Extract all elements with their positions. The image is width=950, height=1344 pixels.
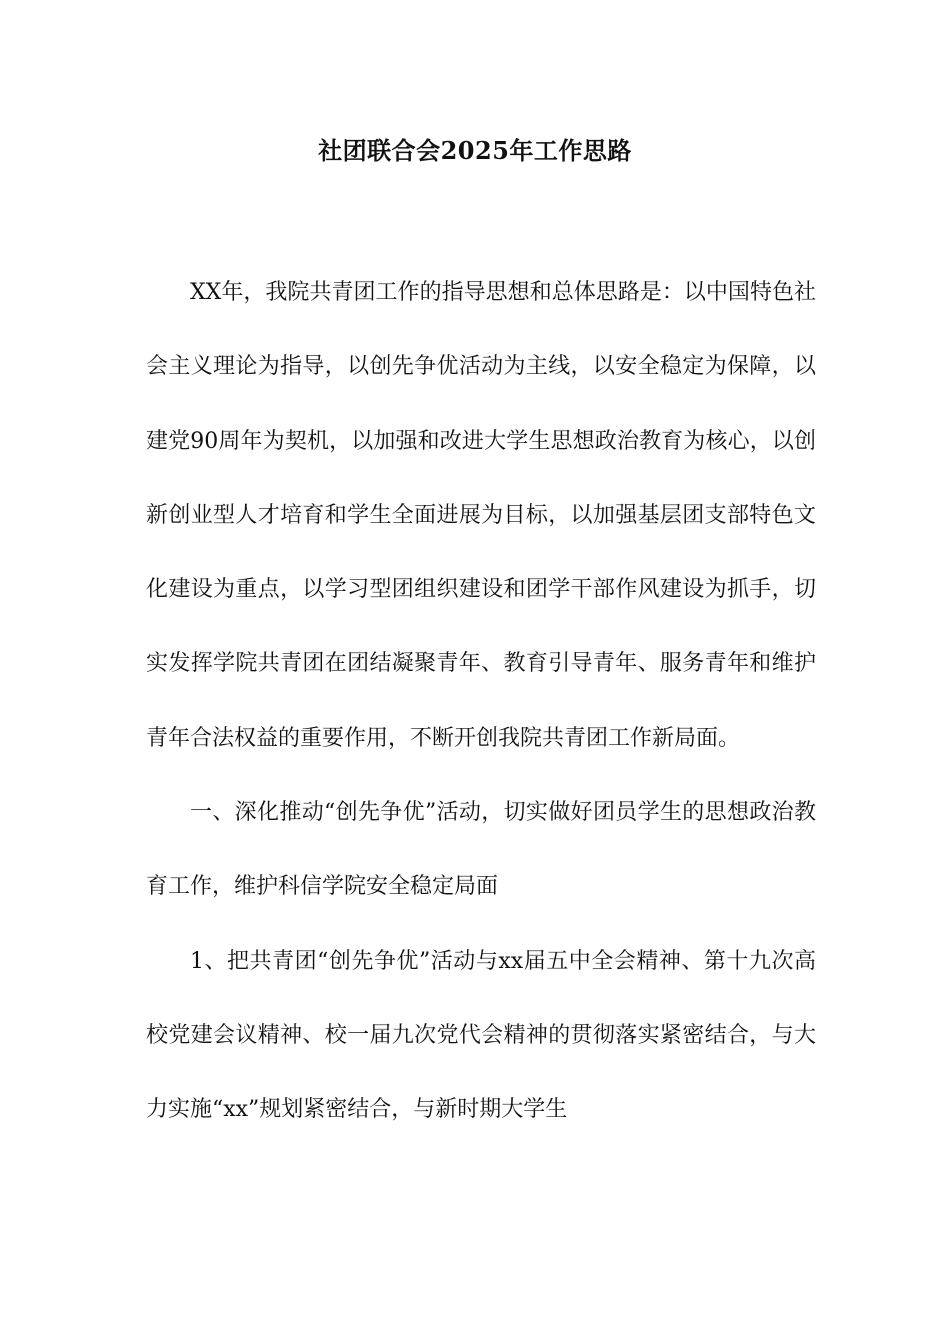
paragraph-item-one: 1、把共青团“创先争优”活动与xx届五中全会精神、第十九次高校党建会议精神、校一届九次党代会精神的贯彻落实紧密结合，与大力实施“xx”规划紧密结合，与新时期大学生 [146, 948, 816, 1123]
document-title: 社团联合会2025年工作思路 [318, 136, 632, 165]
paragraph-intro: XX年，我院共青团工作的指导思想和总体思路是：以中国特色社会主义理论为指导，以创先争优活动为主线，以安全稳定为保障，以建党90周年为契机，以加强和改进大学生思想政治教育为核心，以创新创业型人才培育和学生全面进展为目标，以加强基层团支部特色文化建设为重点，以学习型团组织建设和团学干部作风建设为抓手，切实发挥学院共青团在团结凝聚青年、教育引导青年、服务青年和维护青年合法权益的重要作用，不断开创我院共青团工作新局面。 [146, 280, 816, 751]
document-body [146, 256, 816, 1148]
paragraph-section-one-heading: 一、深化推动“创先争优”活动，切实做好团员学生的思想政治教育工作，维护科信学院安全稳定局面 [146, 800, 816, 900]
